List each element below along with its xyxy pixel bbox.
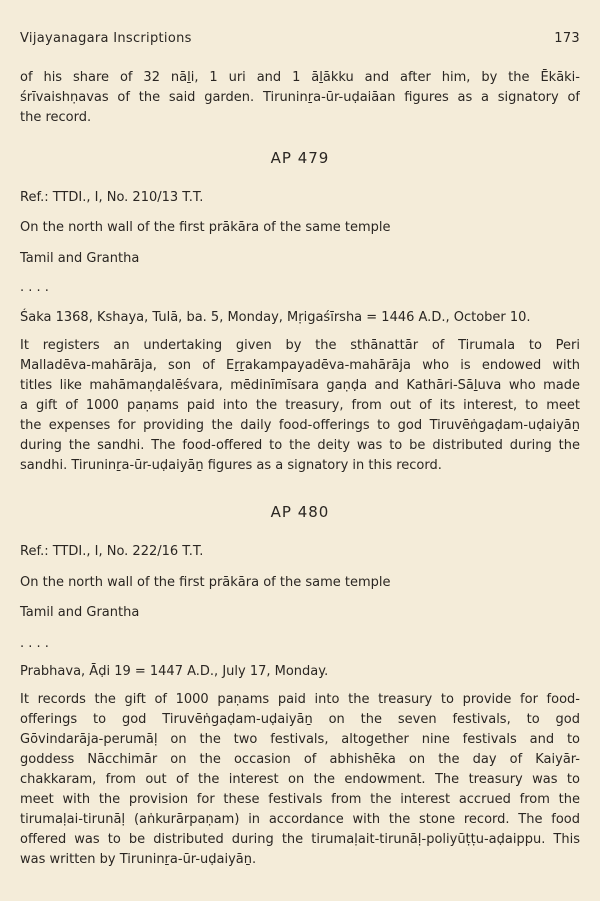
ap480-body-line: tirumaḷai-tirunāḷ (aṅkurārpaṇam) in accordance with the stone record. The food: [20, 812, 580, 827]
ap480-body-line: meet with the provision for these festivals from the interest accrued from the: [20, 792, 580, 807]
intro-line: śrīvaishṇavas of the said garden. Tiruninṟa-ūr-uḍaiāan figures as a signatory of: [20, 90, 580, 105]
running-title: Vijayanagara Inscriptions: [20, 31, 192, 46]
ap480-ellipsis: . . . .: [20, 636, 49, 651]
ap479-heading: AP 479: [270, 149, 330, 167]
ap479-body-line: sandhi. Tiruninṟa-ūr-uḍaiyāṉ figures as a signatory in this record.: [20, 458, 442, 473]
ap480-heading: AP 480: [270, 503, 330, 521]
ap480-body-line: offered was to be distributed during the tirumaḷait-tirunāḷ-poliyūṭṭu-aḍaippu. This: [20, 832, 580, 847]
ap479-body-line: titles like mahāmaṇḍalēśvara, mēdinīmīsara gaṇḍa and Kathāri-Sāḻuva who made: [20, 378, 580, 393]
ap480-body-line: was written by Tiruninṟa-ūr-uḍaiyāṉ.: [20, 852, 257, 867]
ap479-body: [20, 336, 580, 476]
ap479-date: Śaka 1368, Kshaya, Tulā, ba. 5, Monday, Mṛigaśīrsha = 1446 A.D., October 10.: [20, 310, 531, 325]
ap479-ellipsis: . . . .: [20, 280, 49, 295]
ap480-ref: Ref.: TTDI., I, No. 222/16 T.T.: [20, 544, 204, 559]
ap480-body-line: offerings to god Tiruvēṅgaḍam-uḍaiyāṉ on the seven festivals, to god: [20, 712, 580, 727]
ap479-body-line: a gift of 1000 paṇams paid into the treasury, from out of its interest, to meet: [20, 398, 580, 413]
ap480-location: On the north wall of the first prākāra of the same temple: [20, 575, 391, 590]
ap479-body-line: Malladēva-mahārāja, son of Eṟṟakampayadēva-mahārāja who is endowed with: [20, 358, 580, 373]
ap479-body-line: the expenses for providing the daily food-offerings to god Tiruvēṅgaḍam-uḍaiyāṉ: [20, 418, 580, 433]
ap480-language: Tamil and Grantha: [20, 605, 140, 620]
ap479-body-line: It registers an undertaking given by the sthānattār of Tirumala to Peri: [20, 338, 580, 353]
ap479-body-line: during the sandhi. The food-offered to the deity was to be distributed during the: [20, 438, 580, 453]
ap480-date: Prabhava, Āḍi 19 = 1447 A.D., July 17, Monday.: [20, 664, 329, 679]
ap480-body-line: Gōvindarāja-perumāḷ on the two festivals, altogether nine festivals and to: [20, 732, 580, 747]
ap479-location: On the north wall of the first prākāra of the same temple: [20, 220, 391, 235]
page-number: 173: [554, 31, 580, 46]
intro-line: of his share of 32 nāḻi, 1 uri and 1 āḻākku and after him, by the Ēkāki-: [20, 70, 580, 85]
ap480-body: [20, 690, 580, 870]
ap480-body-line: goddess Nācchimār on the occasion of abhishēka on the day of Kaiyār-: [20, 752, 580, 767]
ap479-ref: Ref.: TTDI., I, No. 210/13 T.T.: [20, 190, 204, 205]
ap480-body-line: chakkaram, from out of the interest on the endowment. The treasury was to: [20, 772, 580, 787]
ap479-language: Tamil and Grantha: [20, 251, 140, 266]
intro-line: the record.: [20, 110, 92, 125]
ap480-body-line: It records the gift of 1000 paṇams paid into the treasury to provide for food-: [20, 692, 580, 707]
intro-paragraph: [20, 68, 580, 128]
